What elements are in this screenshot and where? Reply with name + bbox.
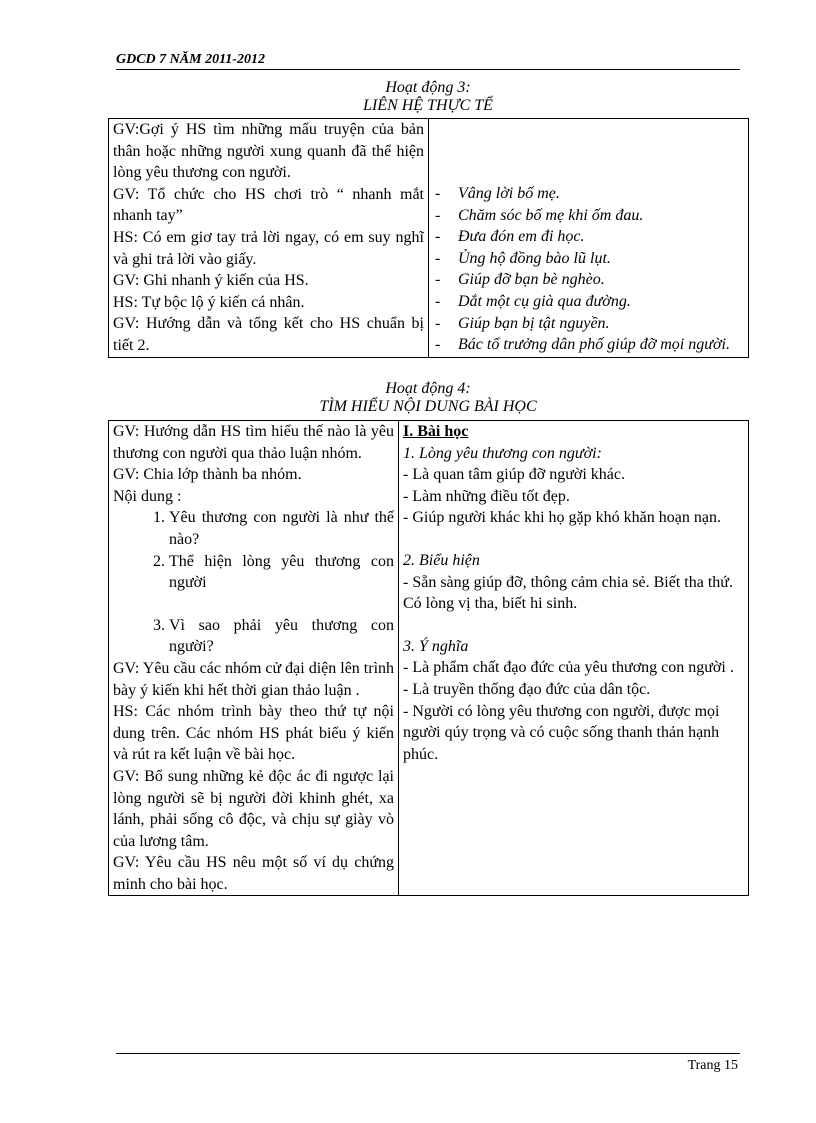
s4-para-4: GV: Yêu cầu HS nêu một số ví dụ chứng minh cho bài học. bbox=[113, 854, 394, 893]
s4-sub1-item: - Làm những điều tốt đẹp. bbox=[403, 487, 570, 505]
s3-left-line: GV: Ghi nhanh ý kiến của HS. bbox=[113, 272, 309, 290]
s4-question-2: 2. Thể hiện lòng yêu thương con người bbox=[169, 551, 394, 594]
s3-right-item: - Giúp đỡ bạn bè nghèo. bbox=[433, 269, 744, 291]
s4-intro1: GV: Hướng dẫn HS tìm hiểu thế nào là yêu thương con người qua thảo luận nhóm. bbox=[113, 423, 394, 462]
s3-left-line: HS: Có em giơ tay trả lời ngay, có em suy nghĩ và ghi trả lời vào giấy. bbox=[113, 228, 424, 268]
section3-title-line2: LIÊN HỆ THỰC TẾ bbox=[363, 97, 493, 114]
section3-left-cell bbox=[109, 119, 429, 358]
page-header bbox=[116, 50, 740, 70]
spacer bbox=[403, 529, 744, 550]
s4-lesson-heading: I. Bài học bbox=[403, 423, 469, 440]
s4-intro2: GV: Chia lớp thành ba nhóm. bbox=[113, 466, 302, 484]
s3-left-line: GV: Tổ chức cho HS chơi trò “ nhanh mắt nhanh tay” bbox=[113, 185, 424, 225]
spacer bbox=[403, 615, 744, 636]
s4-sub3-item: - Là phẩm chất đạo đức của yêu thương con người . bbox=[403, 659, 734, 677]
page-number: Trang 15 bbox=[687, 1058, 738, 1073]
s4-sub3-item: - Là truyền thống đạo đức của dân tộc. bbox=[403, 680, 651, 698]
s3-right-item: - Dắt một cụ già qua đường. bbox=[433, 291, 744, 313]
s4-question-list bbox=[113, 507, 394, 658]
section4-title bbox=[108, 380, 748, 416]
section4-title-line1: Hoạt động 4: bbox=[385, 380, 471, 397]
s4-sub2-text: - Sẵn sàng giúp đỡ, thông cảm chia sẻ. Biết tha thứ. Có lòng vị tha, biết hi sinh. bbox=[403, 573, 733, 613]
s4-sub2-title: 2. Biểu hiện bbox=[403, 551, 480, 569]
section4-table bbox=[108, 420, 749, 896]
s3-left-line: GV:Gợi ý HS tìm những mẩu truyện của bản thân hoặc những người xung quanh đã thể hiện lòng yêu thương con người. bbox=[113, 121, 424, 182]
section4-left-cell bbox=[109, 421, 399, 896]
s3-left-line: HS: Tự bộc lộ ý kiến cá nhân. bbox=[113, 293, 305, 311]
s4-sub1-item: - Giúp người khác khi họ gặp khó khăn hoạn nạn. bbox=[403, 509, 721, 527]
s4-para-1: GV: Yêu cầu các nhóm cử đại diện lên trình bày ý kiến khi hết thời gian thảo luận . bbox=[113, 659, 395, 699]
s3-right-list bbox=[433, 183, 744, 356]
section3-right-cell bbox=[429, 119, 749, 358]
s4-sub1-title: 1. Lòng yêu thương con người: bbox=[403, 444, 602, 462]
s3-right-item: - Giúp bạn bị tật nguyền. bbox=[433, 313, 744, 335]
s4-content-label: Nội dung : bbox=[113, 487, 182, 505]
section4-right-cell bbox=[399, 421, 749, 896]
s4-question-3: 3. Vì sao phải yêu thương con người? bbox=[169, 615, 394, 658]
section3-title bbox=[108, 79, 748, 115]
s3-right-item: - Ủng hộ đồng bào lũ lụt. bbox=[433, 248, 744, 270]
s4-sub3-item: - Người có lòng yêu thương con người, được mọi người qúy trọng và có cuộc sống thanh thản hạnh phúc. bbox=[403, 702, 720, 763]
s3-right-item: - Đưa đón em đi học. bbox=[433, 226, 744, 248]
s4-para-3: GV: Bổ sung những kẻ độc ác đi ngược lại lòng người sẽ bị người đời khinh ghét, xa lánh, phải sống cô độc, và chịu sự giày vò của lương tâm. bbox=[113, 767, 394, 850]
section3-title-line1: Hoạt động 3: bbox=[385, 79, 471, 96]
section4-title-line2: TÌM HIỂU NỘI DUNG BÀI HỌC bbox=[319, 398, 537, 415]
section3-table bbox=[108, 118, 749, 358]
page-footer bbox=[116, 1053, 740, 1073]
s3-left-line: GV: Hướng dẫn và tổng kết cho HS chuẩn bị tiết 2. bbox=[113, 315, 424, 354]
s3-right-item: - Chăm sóc bố mẹ khi ốm đau. bbox=[433, 205, 744, 227]
s4-sub1-item: - Là quan tâm giúp đỡ người khác. bbox=[403, 466, 625, 484]
s4-question-1: 1. Yêu thương con người là như thế nào? bbox=[169, 507, 394, 550]
s3-right-item: - Vâng lời bố mẹ. bbox=[433, 183, 744, 205]
s4-sub3-title: 3. Ý nghĩa bbox=[403, 637, 469, 655]
s3-right-item: - Bác tổ trưởng dân phố giúp đỡ mọi người. bbox=[433, 334, 744, 356]
header-text: GDCD 7 NĂM 2011-2012 bbox=[116, 52, 265, 67]
s4-para-2: HS: Các nhóm trình bày theo thứ tự nội dung trên. Các nhóm HS phát biểu ý kiến và rút ra kết luận về bài học. bbox=[113, 703, 394, 764]
